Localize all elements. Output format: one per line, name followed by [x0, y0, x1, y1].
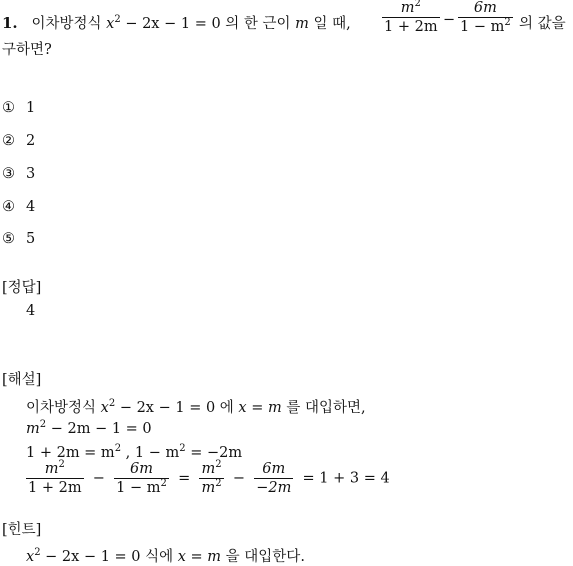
expl-text: 이차방정식 — [26, 400, 101, 416]
option-3[interactable] — [2, 166, 35, 182]
frac-den: 1 − m — [116, 480, 161, 496]
exponent: 2 — [414, 0, 421, 9]
frac2-den: 1 − m — [460, 19, 505, 35]
explanation-line-2 — [26, 421, 152, 437]
answer-label: [정답] — [2, 280, 42, 296]
frac-num: m — [201, 461, 216, 477]
exponent: 2 — [108, 398, 116, 409]
exponent: 2 — [114, 443, 122, 454]
option-value: 2 — [26, 133, 36, 149]
frac-num: 6m — [130, 461, 154, 477]
exponent: 2 — [215, 459, 222, 470]
question-fraction-2 — [458, 0, 513, 35]
expl-result: = 1 + 3 = 4 — [302, 470, 390, 487]
question-number: 1. — [2, 14, 18, 32]
expl-eq: 1 + 2m = m — [26, 445, 115, 461]
question-line-1 — [2, 12, 351, 33]
var-m: m — [295, 16, 309, 32]
exponent: 2 — [39, 419, 47, 430]
hint-line — [26, 545, 305, 566]
question-text-root: 의 한 근이 — [225, 16, 296, 32]
question-text-value: 의 값을 — [519, 16, 566, 32]
explanation-label: [해설] — [2, 372, 42, 388]
equation-rest: − 2x − 1 = 0 — [120, 16, 221, 32]
hint-eq: − 2x − 1 = 0 — [40, 549, 141, 565]
frac-num: 6m — [262, 461, 286, 477]
question-line-2: 구하면? — [2, 42, 52, 58]
option-mark: ⑤ — [2, 231, 15, 247]
frac2-num: 6m — [473, 0, 497, 16]
hint-text: 식에 — [140, 549, 178, 565]
hint-x: x — [26, 549, 35, 565]
hint-label: [힌트] — [2, 522, 42, 538]
expl-eq: − 2m − 1 = 0 — [46, 421, 152, 437]
question-intro: 이차방정식 — [31, 16, 102, 32]
answer-value: 4 — [26, 303, 36, 319]
option-mark: ③ — [2, 166, 15, 182]
exponent: 2 — [160, 478, 167, 489]
exponent: 2 — [34, 547, 41, 558]
expl-eq: , 1 − m — [121, 445, 180, 461]
expl-text: 를 대입하면, — [281, 400, 366, 416]
option-mark: ④ — [2, 199, 15, 215]
expl-eq: = −2m — [185, 445, 243, 461]
explanation-line-4: $\frac{m^2}{1 + 2m}$ − $\frac{6m}{1 - m^2}$ = $\frac{m^2}{m^2}$ − $\frac{6m}{-2m}$ = 1 + 3 = 4 — [28, 459, 390, 496]
equation-x: x — [106, 16, 115, 32]
exponent: 2 — [58, 459, 65, 470]
option-1[interactable] — [2, 100, 35, 116]
explanation-line-1 — [26, 396, 366, 417]
option-value: 3 — [26, 166, 36, 182]
question-fraction-1 — [382, 0, 440, 35]
frac1-den: 1 + 2m — [384, 19, 438, 35]
expl-eq: − 2x − 1 = 0 — [115, 400, 216, 416]
frac-den: m — [201, 480, 216, 496]
frac-den: 1 + 2m — [28, 480, 82, 496]
exponent: 2 — [215, 478, 222, 489]
frac-den: −2m — [256, 480, 292, 496]
expl-substitution: x = m — [238, 400, 282, 416]
frac1-num: m — [400, 0, 415, 16]
hint-text: 을 대입한다. — [221, 549, 305, 565]
option-value: 4 — [26, 199, 36, 215]
option-value: 1 — [26, 100, 36, 116]
hint-substitution: x = m — [177, 549, 222, 565]
option-5[interactable] — [2, 231, 35, 247]
exponent: 2 — [504, 17, 511, 28]
option-mark: ① — [2, 100, 15, 116]
frac-num: m — [44, 461, 59, 477]
option-4[interactable] — [2, 199, 35, 215]
option-value: 5 — [26, 231, 36, 247]
option-2[interactable] — [2, 133, 35, 149]
question-text-when: 일 때, — [308, 16, 351, 32]
expl-x: x — [100, 400, 109, 416]
question-minus: − — [443, 12, 456, 28]
exponent: 2 — [179, 443, 186, 454]
expl-m: m — [26, 421, 40, 437]
exponent: 2 — [114, 14, 121, 25]
expl-text: 에 — [215, 400, 239, 416]
option-mark: ② — [2, 133, 15, 149]
